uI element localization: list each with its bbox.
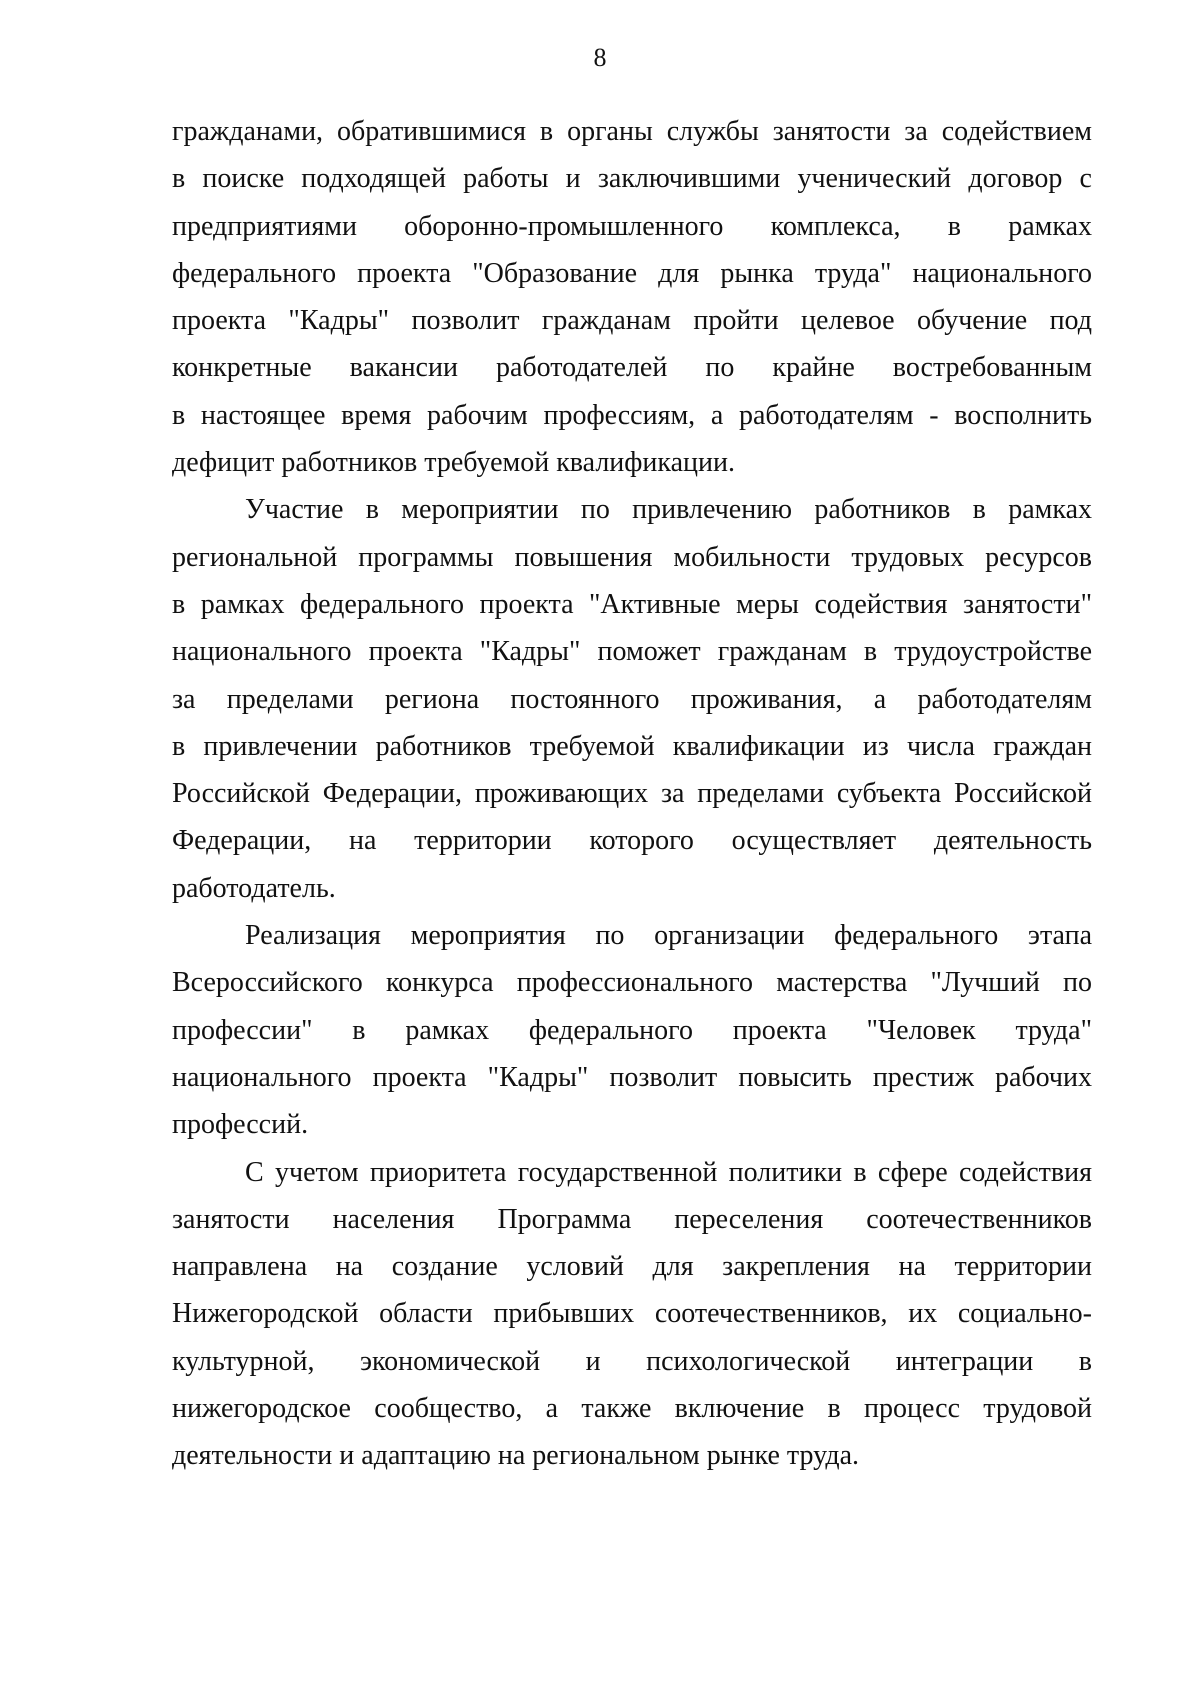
paragraph-resettlement — [172, 1149, 1092, 1480]
text-line: С учетом приоритета государственной политики в сфере содействия — [245, 1156, 1092, 1188]
text-line: Всероссийского конкурса профессионального мастерства "Лучший по — [172, 967, 1092, 999]
text-line: дефицит работников требуемой квалификации. — [172, 447, 735, 479]
paragraph-mobility — [172, 486, 1092, 912]
text-line: предприятиями оборонно-промышленного комплекса, в рамках — [172, 210, 1092, 242]
text-line: профессий. — [172, 1109, 309, 1141]
text-line: работодатель. — [172, 872, 336, 904]
text-line: за пределами региона постоянного проживания, а работодателям — [172, 683, 1092, 715]
text-line: гражданами, обратившимися в органы службы занятости за содействием — [172, 116, 1092, 147]
page-number: 8 — [593, 43, 607, 72]
text-line: Реализация мероприятия по организации федерального этапа — [245, 920, 1092, 952]
paragraph-competition — [172, 912, 1092, 1148]
document-body — [172, 108, 1092, 1480]
text-line: Федерации, на территории которого осуществляет деятельность — [172, 825, 1092, 857]
text-line: конкретные вакансии работодателей по крайне востребованным — [172, 352, 1092, 384]
text-line: в настоящее время рабочим профессиям, а работодателям - восполнить — [172, 399, 1092, 431]
text-line: профессии" в рамках федерального проекта "Человек труда" — [172, 1014, 1092, 1046]
text-line: региональной программы повышения мобильности трудовых ресурсов — [172, 541, 1092, 573]
text-line: Участие в мероприятии по привлечению работников в рамках — [245, 494, 1092, 526]
text-line: в привлечении работников требуемой квалификации из числа граждан — [172, 730, 1092, 762]
text-line: проекта "Кадры" позволит гражданам пройти целевое обучение под — [172, 305, 1092, 337]
text-line: нижегородское сообщество, а также включение в процесс трудовой — [172, 1393, 1092, 1425]
text-line: в рамках федерального проекта "Активные меры содействия занятости" — [172, 588, 1092, 620]
text-line: деятельности и адаптацию на региональном рынке труда. — [172, 1440, 860, 1472]
text-line: занятости населения Программа переселения соотечественников — [172, 1203, 1092, 1235]
text-line: направлена на создание условий для закрепления на территории — [172, 1251, 1092, 1283]
text-line: в поиске подходящей работы и заключившими ученический договор с — [172, 163, 1092, 195]
text-line: Нижегородской области прибывших соотечественников, их социально- — [172, 1298, 1092, 1330]
text-line: Российской Федерации, проживающих за пределами субъекта Российской — [172, 778, 1092, 810]
paragraph-continuation — [172, 108, 1092, 486]
text-line: национального проекта "Кадры" позволит повысить престиж рабочих — [172, 1061, 1092, 1093]
text-line: национального проекта "Кадры" поможет гражданам в трудоустройстве — [172, 636, 1092, 668]
text-line: федерального проекта "Образование для рынка труда" национального — [172, 257, 1092, 289]
text-line: культурной, экономической и психологической интеграции в — [172, 1345, 1092, 1377]
